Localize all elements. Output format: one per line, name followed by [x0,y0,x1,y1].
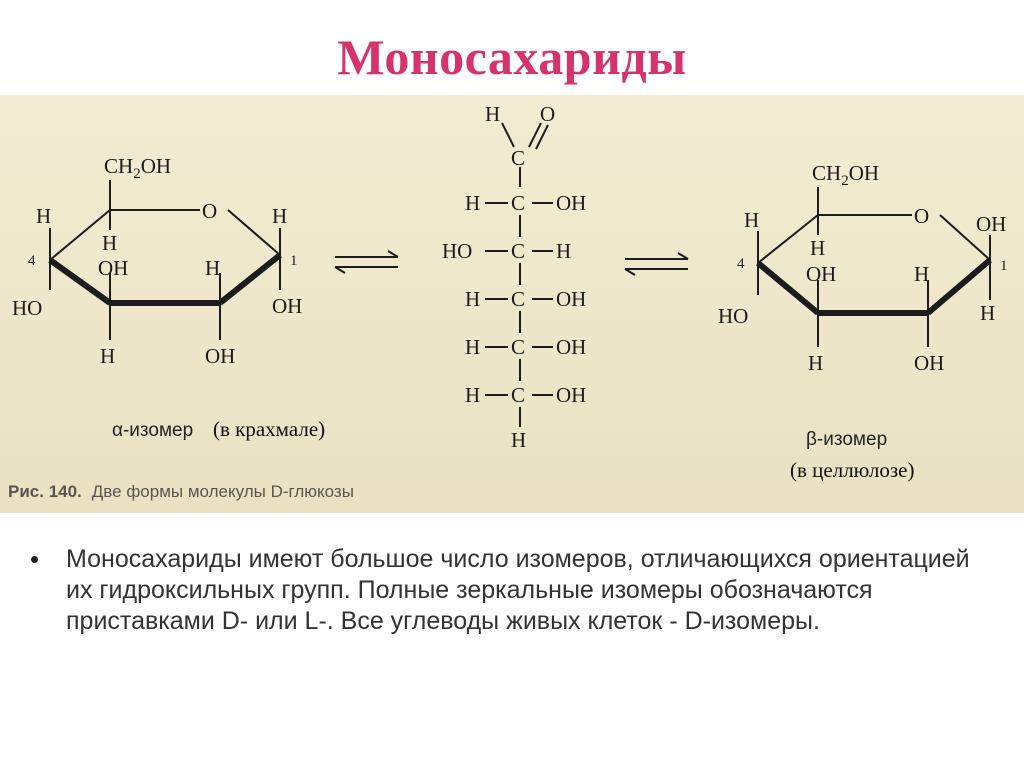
bullet-text: Моносахариды имеют большое число изомеров, отличающихся ориентацией их гидроксильных групп. Полные зеркальные изомеры обозначаются приставками D- или L-. Все углеводы живых клеток - D-изомеры. [66,545,970,635]
alpha-ring [50,180,280,340]
beta-isomer-label: β-изомер [806,429,888,450]
alpha-isomer-label: α-изомер [112,420,194,441]
h-label: H [744,208,760,232]
figure-caption [8,482,354,501]
h-label: H [465,191,481,215]
h-label: H [465,287,481,311]
equilibrium-arrow-right [625,253,688,275]
glucose-figure [0,95,1024,513]
ring-oxygen-label: O [202,199,218,223]
oh-label: OH [806,262,837,286]
figure-caption-number: Рис. 140. [8,482,82,501]
h-label: H [810,236,826,260]
c-label: C [511,191,526,215]
glucose-diagram [0,95,1024,513]
ho-label: HO [12,296,43,320]
h-label: H [465,383,481,407]
oh-label: OH [556,191,587,215]
beta-ring [758,187,990,347]
h-label: H [465,335,481,359]
c-label: C [511,239,526,263]
h-label: H [556,239,572,263]
oh-label: OH [272,294,303,318]
alpha-isomer-note: (в крахмале) [213,417,326,441]
equilibrium-arrow-left [335,251,398,273]
h-label: H [100,344,116,368]
carbon-1-number: 1 [290,253,298,269]
ch2oh-label: $CH_2OH$ [812,161,880,189]
oh-label: OH [556,287,587,311]
ch2oh-label: $CH_2OH$ [104,154,172,182]
carbonyl-oxygen-label: O [540,102,556,126]
open-chain-labels [442,102,586,452]
c-label: C [511,146,526,170]
oh-label: OH [556,383,587,407]
oh-label: OH [976,212,1007,236]
oh-label: OH [98,256,129,280]
ho-label: HO [442,239,473,263]
oh-label: OH [556,335,587,359]
carbon-1-number: 1 [1000,258,1008,274]
carbon-4-number: 4 [28,253,36,269]
h-label: H [272,204,288,228]
h-label: H [102,231,118,255]
h-label: H [511,428,527,452]
h-label: H [205,256,221,280]
beta-isomer-note: (в целлюлозе) [790,458,915,482]
h-label: H [485,102,501,126]
h-label: H [36,204,52,228]
oh-label: OH [205,344,236,368]
c-label: C [511,335,526,359]
oh-label: OH [914,351,945,375]
h-label: H [980,301,996,325]
carbon-4-number: 4 [737,256,745,272]
h-label: H [914,262,930,286]
figure-caption-text: Две формы молекулы D-глюкозы [91,482,354,501]
ring-oxygen-label: O [914,204,930,228]
c-label: C [511,383,526,407]
slide-title: Моносахариды [337,29,687,85]
ho-label: HO [718,304,749,328]
bullet-marker: • [30,544,40,574]
c-label: C [511,287,526,311]
h-label: H [808,351,824,375]
